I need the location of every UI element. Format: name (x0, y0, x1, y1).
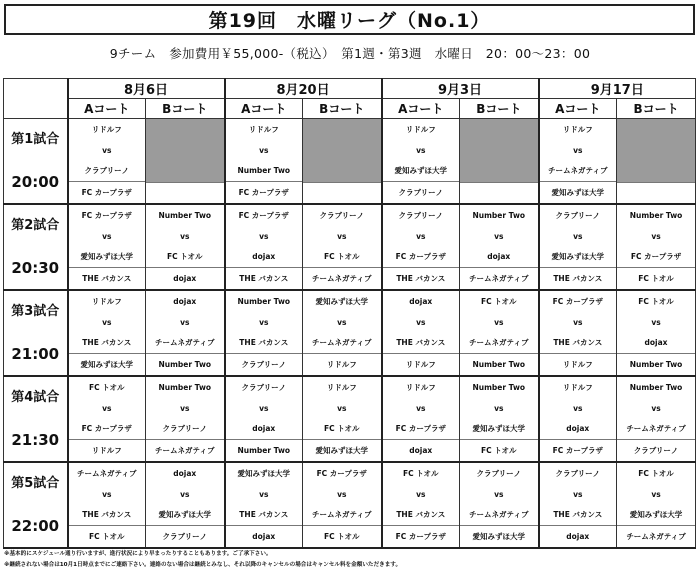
vs-label: vs (180, 231, 190, 241)
vs-label: vs (337, 231, 347, 241)
referee-team: dojax (226, 525, 303, 547)
vs-label: vs (259, 403, 269, 413)
referee-team: チームネガティブ (617, 525, 695, 547)
referee-team: チームネガティブ (303, 267, 381, 289)
team-a: クラブリーノ (476, 468, 522, 478)
game-row (4, 462, 696, 548)
vs-label: vs (337, 489, 347, 499)
game-time: 21:30 (11, 431, 60, 449)
team-a: リドルフ (326, 382, 357, 392)
match-cell (617, 290, 696, 376)
team-a: クラブリーノ (241, 382, 287, 392)
vs-label: vs (337, 317, 347, 327)
team-a: クラブリーノ (555, 210, 601, 220)
vs-label: vs (337, 403, 347, 413)
team-a: 愛知みずほ大学 (237, 468, 290, 478)
team-b: THE バカンス (239, 338, 289, 348)
match-cell (382, 376, 460, 462)
referee-team: FC カープラザ (226, 181, 303, 203)
court-a-header: Aコート (382, 99, 460, 119)
vs-label: vs (102, 489, 112, 499)
referee-team: FC トオル (617, 267, 695, 289)
match-cell (68, 204, 146, 290)
date-header: 9月3日 (382, 79, 539, 99)
team-b: THE バカンス (82, 510, 132, 520)
team-a: リドルフ (405, 124, 436, 134)
team-a: FC トオル (88, 382, 125, 392)
team-b: THE バカンス (553, 338, 603, 348)
match-cell (460, 376, 539, 462)
league-info: 9チーム 参加費用￥55,000-（税込） 第1週・第3週 水曜日 20：00～23：00 (109, 46, 591, 61)
match-cell (303, 290, 382, 376)
referee-team: dojax (383, 439, 460, 461)
vs-label: vs (573, 317, 583, 327)
vs-label: vs (494, 489, 504, 499)
vs-label: vs (180, 403, 190, 413)
game-name: 第4試合 (11, 390, 60, 405)
team-a: FC カープラザ (316, 468, 367, 478)
team-b: クラブリーノ (162, 424, 208, 434)
vs-label: vs (494, 403, 504, 413)
match-cell (539, 462, 617, 548)
match-cell (617, 204, 696, 290)
vs-label: vs (573, 145, 583, 155)
vs-label: vs (651, 231, 661, 241)
team-b: FC カープラザ (81, 424, 132, 434)
vs-label: vs (494, 231, 504, 241)
vs-label: vs (651, 403, 661, 413)
team-b: チームネガティブ (548, 166, 608, 176)
referee-team: クラブリーノ (226, 353, 303, 375)
vs-label: vs (573, 489, 583, 499)
team-a: FC トオル (403, 468, 439, 478)
team-b: FC カープラザ (630, 252, 682, 262)
game-row (4, 376, 696, 462)
referee-team: FC カープラザ (383, 525, 460, 547)
court-b-header: Bコート (303, 99, 382, 119)
referee-team: THE バカンス (383, 267, 460, 289)
match-cell (146, 290, 225, 376)
game-label (4, 290, 68, 376)
note-line: ※継続されない場合は10月1日時点までにご連絡下さい。連絡のない場合は継続とみなし、それ以降のキャンセルの場合はキャンセル料を金額いただきます。 (4, 562, 402, 568)
team-b: dojax (252, 252, 276, 262)
page-title: 第19回 水曜リーグ（No.1） (4, 4, 695, 35)
game-row (4, 204, 696, 290)
referee-team: dojax (540, 525, 617, 547)
team-a: リドルフ (91, 296, 122, 306)
referee-team: THE バカンス (540, 267, 617, 289)
vs-label: vs (416, 317, 426, 327)
team-b: 愛知みずほ大学 (472, 424, 526, 434)
date-header: 8月20日 (225, 79, 382, 99)
team-b: チームネガティブ (626, 424, 686, 434)
vs-label: vs (259, 231, 269, 241)
team-b: クラブリーノ (84, 166, 130, 176)
team-a: クラブリーノ (319, 210, 365, 220)
team-b: 愛知みずほ大学 (158, 510, 211, 520)
vs-label: vs (102, 403, 112, 413)
game-time: 20:00 (11, 173, 60, 191)
match-cell (68, 290, 146, 376)
team-a: Number Two (158, 382, 212, 392)
note-line: ※基本的にスケジュール通り行いますが、進行状況により早まったりすることもあります。ご了承下さい。 (4, 551, 272, 557)
unused-court-cell (460, 119, 539, 205)
team-b: チームネガティブ (469, 510, 529, 520)
court-b-header: Bコート (460, 99, 539, 119)
vs-label: vs (102, 145, 112, 155)
game-time: 20:30 (11, 259, 60, 277)
match-cell (382, 204, 460, 290)
match-cell (539, 290, 617, 376)
game-name: 第5試合 (11, 476, 60, 491)
team-a: Number Two (472, 382, 526, 392)
team-b: FC トオル (324, 424, 360, 434)
vs-label: vs (259, 489, 269, 499)
referee-team: リドルフ (540, 353, 617, 375)
match-cell (539, 376, 617, 462)
team-b: FC カープラザ (395, 424, 446, 434)
team-b: THE バカンス (239, 510, 289, 520)
vs-label: vs (573, 231, 583, 241)
team-b: THE バカンス (82, 338, 132, 348)
team-b: チームネガティブ (312, 510, 372, 520)
match-cell (617, 376, 696, 462)
game-name: 第3試合 (11, 304, 60, 319)
team-b: Number Two (237, 166, 291, 176)
match-cell (225, 462, 303, 548)
game-name: 第2試合 (11, 218, 60, 233)
vs-label: vs (573, 403, 583, 413)
team-a: クラブリーノ (398, 210, 444, 220)
match-cell (460, 204, 539, 290)
vs-label: vs (180, 489, 190, 499)
match-cell (382, 119, 460, 205)
vs-label: vs (102, 231, 112, 241)
team-b: dojax (566, 424, 590, 434)
court-b-header: Bコート (617, 99, 696, 119)
referee-team: THE バカンス (69, 267, 146, 289)
referee-team: 愛知みずほ大学 (540, 181, 617, 203)
vs-label: vs (180, 317, 190, 327)
referee-team: 愛知みずほ大学 (460, 525, 538, 547)
team-a: FC トオル (481, 296, 517, 306)
court-a-header: Aコート (68, 99, 146, 119)
schedule-table (3, 78, 696, 549)
team-a: リドルフ (562, 124, 593, 134)
referee-team: Number Two (460, 353, 538, 375)
game-label (4, 204, 68, 290)
team-a: リドルフ (405, 382, 436, 392)
referee-team: リドルフ (69, 439, 146, 461)
team-b: dojax (644, 338, 668, 348)
team-b: チームネガティブ (469, 338, 529, 348)
match-cell (225, 376, 303, 462)
referee-team: Number Two (617, 353, 695, 375)
team-a: リドルフ (562, 382, 593, 392)
referee-team: 愛知みずほ大学 (69, 353, 146, 375)
vs-label: vs (259, 145, 269, 155)
team-b: 愛知みずほ大学 (551, 252, 605, 262)
referee-team: クラブリーノ (146, 525, 224, 547)
referee-team: FC トオル (460, 439, 538, 461)
team-a: FC トオル (638, 296, 674, 306)
vs-label: vs (416, 403, 426, 413)
game-row (4, 119, 696, 205)
game-label (4, 462, 68, 548)
team-b: FC トオル (166, 252, 203, 262)
team-a: Number Two (472, 210, 526, 220)
team-b: FC トオル (324, 252, 360, 262)
match-cell (303, 376, 382, 462)
unused-court-cell (617, 119, 696, 205)
vs-label: vs (102, 317, 112, 327)
team-a: リドルフ (91, 124, 122, 134)
referee-team: リドルフ (383, 353, 460, 375)
team-b: dojax (487, 252, 511, 262)
team-a: FC カープラザ (238, 210, 289, 220)
match-cell (68, 119, 146, 205)
referee-team: FC トオル (69, 525, 146, 547)
team-b: 愛知みずほ大学 (80, 252, 133, 262)
match-cell (303, 462, 382, 548)
team-a: 愛知みずほ大学 (315, 296, 368, 306)
referee-team: THE バカンス (226, 267, 303, 289)
team-a: Number Two (629, 382, 683, 392)
team-a: FC カープラザ (552, 296, 603, 306)
match-cell (617, 462, 696, 548)
referee-team: Number Two (146, 353, 224, 375)
match-cell (382, 290, 460, 376)
team-b: THE バカンス (396, 338, 446, 348)
match-cell (539, 204, 617, 290)
referee-team: チームネガティブ (146, 439, 224, 461)
game-label (4, 376, 68, 462)
table-corner (4, 79, 68, 119)
team-b: dojax (252, 424, 276, 434)
team-b: チームネガティブ (312, 338, 372, 348)
team-b: FC カープラザ (395, 252, 446, 262)
game-row (4, 290, 696, 376)
referee-team: リドルフ (303, 353, 381, 375)
team-a: Number Two (237, 296, 291, 306)
unused-court-cell (146, 119, 225, 205)
match-cell (225, 204, 303, 290)
referee-team: クラブリーノ (617, 439, 695, 461)
court-a-header: Aコート (225, 99, 303, 119)
match-cell (539, 119, 617, 205)
referee-team: FC カープラザ (540, 439, 617, 461)
match-cell (460, 462, 539, 548)
footnotes (4, 549, 401, 571)
vs-label: vs (416, 145, 426, 155)
game-label (4, 119, 68, 205)
match-cell (225, 290, 303, 376)
court-a-header: Aコート (539, 99, 617, 119)
referee-team: クラブリーノ (383, 181, 460, 203)
team-a: クラブリーノ (555, 468, 601, 478)
match-cell (68, 462, 146, 548)
vs-label: vs (651, 317, 661, 327)
team-b: THE バカンス (396, 510, 446, 520)
match-cell (225, 119, 303, 205)
referee-team: FC カープラザ (69, 181, 146, 203)
match-cell (460, 290, 539, 376)
team-a: dojax (409, 296, 433, 306)
vs-label: vs (494, 317, 504, 327)
referee-team: チームネガティブ (460, 267, 538, 289)
team-a: チームネガティブ (77, 468, 137, 478)
date-header: 9月17日 (539, 79, 696, 99)
game-name: 第1試合 (11, 132, 60, 147)
team-b: チームネガティブ (155, 338, 215, 348)
vs-label: vs (416, 489, 426, 499)
referee-team: 愛知みずほ大学 (303, 439, 381, 461)
match-cell (68, 376, 146, 462)
vs-label: vs (416, 231, 426, 241)
match-cell (382, 462, 460, 548)
team-a: Number Two (158, 210, 212, 220)
match-cell (303, 204, 382, 290)
match-cell (146, 462, 225, 548)
vs-label: vs (259, 317, 269, 327)
court-b-header: Bコート (146, 99, 225, 119)
referee-team: dojax (146, 267, 224, 289)
team-a: dojax (173, 296, 197, 306)
match-cell (146, 376, 225, 462)
team-b: 愛知みずほ大学 (629, 510, 683, 520)
vs-label: vs (651, 489, 661, 499)
team-b: THE バカンス (553, 510, 603, 520)
team-a: FC カープラザ (81, 210, 132, 220)
game-time: 22:00 (11, 517, 60, 535)
game-time: 21:00 (11, 345, 60, 363)
referee-team: FC トオル (303, 525, 381, 547)
team-a: FC トオル (638, 468, 674, 478)
date-header: 8月6日 (68, 79, 225, 99)
team-a: Number Two (629, 210, 683, 220)
team-a: dojax (173, 468, 197, 478)
team-b: 愛知みずほ大学 (394, 166, 448, 176)
team-a: リドルフ (248, 124, 279, 134)
referee-team: Number Two (226, 439, 303, 461)
unused-court-cell (303, 119, 382, 205)
match-cell (146, 204, 225, 290)
